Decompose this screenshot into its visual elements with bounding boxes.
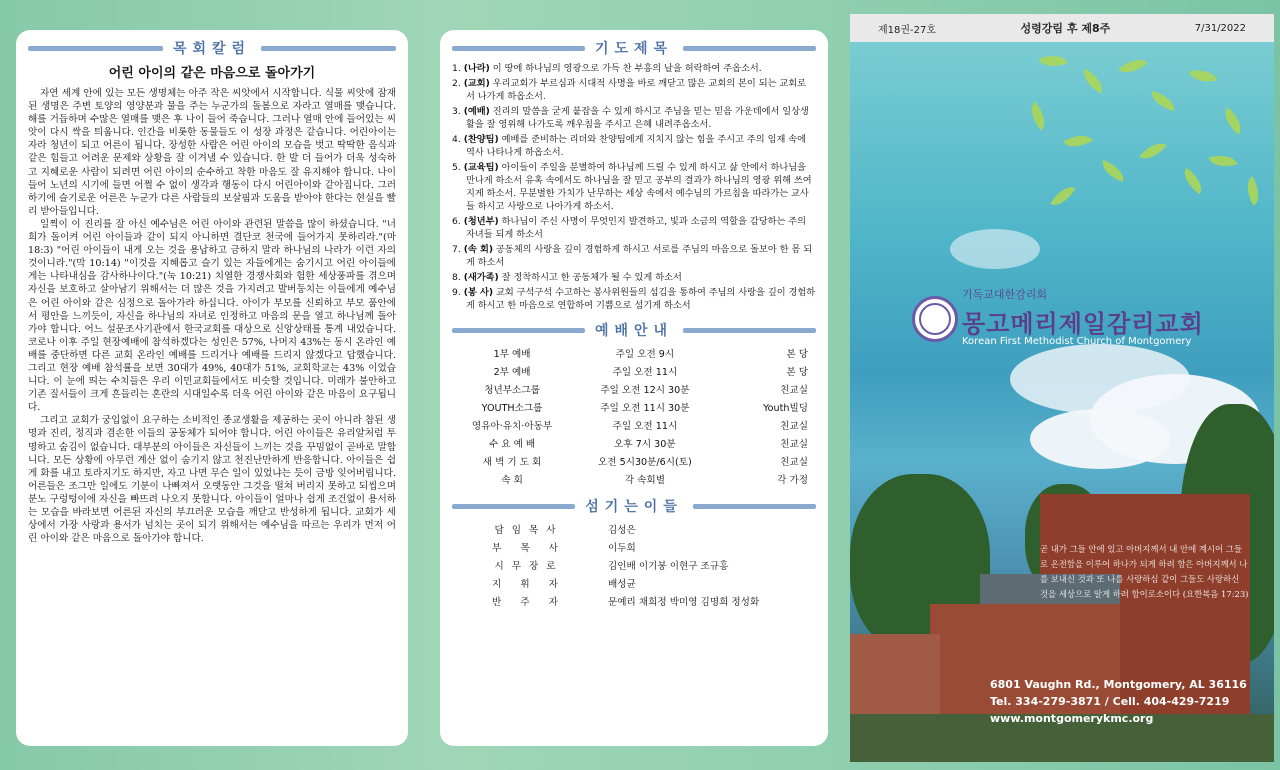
staff-header-label: 섬기는이들 <box>585 499 683 515</box>
church-name: 몽고메리제일감리교회 <box>962 310 1204 338</box>
column-paragraph: 일찍이 이 진리를 잘 아신 예수님은 어린 아이와 관련된 말씀을 많이 하셨습니다. "너희가 돌이켜 어린 아이들과 같이 되지 아니하면 결단코 천국에 들어가지 못하리라."(마 18:3) "어린 아이들이 내게 오는 것을 용납하고 금하지 말라 하나님의 나라가 이런 자의 것이니라."(막 10:14) "이것을 지혜롭고 슬기 있는 자들에게는 숨기시고 어린 아이들에게는 나타내심을 감사하나이다."(눅 10:21) 치열한 경쟁사회와 험한 세상풍파를 겪으며 자신을 보호하고 살아남기 위해서는 더 많은 것을 가지려고 발버둥치는 이들에게 예수님은 어린 아이와 같은 심정으로 돌아가라 하십니다. 아이가 부모를 신뢰하고 부모 품안에서 평안을 느끼듯이, 자신을 하나님의 자녀로 인정하고 마음의 문을 열고 하나님께 돌아가야 합니다. 어느 설문조사기관에서 한국교회를 대상으로 신앙상태를 통계 내었습니다. 코로나 이후 주일 현장예배에 참석하겠다는 성인은 57%, 나머지 43%는 동시 온라인 예배를 중단하면 다른 교회 온라인 예배를 드리거나 예배를 드리지 않겠다고 답했습니다. 그리고 현장 예배 참석률을 보면 30대가 49%, 40대가 51%, 교회학교는 43% 이었습니다. 이 눈에 띄는 수치들은 우리 이민교회들에서도 비슷할 것입니다. 미래가 불안하고 기존 질서들이 크게 흔들리는 혼란의 시대일수록 더욱 어린 아이와 같은 마음이 요구됩니다. <box>28 218 396 414</box>
worship-header <box>452 320 816 340</box>
cover-topbar <box>850 14 1274 42</box>
header-bar-right <box>261 46 396 51</box>
column-paragraph: 그리고 교회가 궁입없이 요구하는 소비적인 종교생활을 제공하는 곳이 아니라 참된 생명과 진리, 정직과 겸손한 이들의 공동체가 되어야 합니다. 어린 아이들은 유리알처럼 투명하고 숨김이 없습니다. 대부분의 아이들은 자신들이 느끼는 것을 꾸밈없이 곧바로 말합니다. 모든 상황에 아무런 계산 없이 숨기지 않고 천진난만하게 반응합니다. 아이들은 쉽게 화를 내고 토라지기도 하지만, 자고 나면 무슨 일이 있었냐는 듯이 금방 잊어버립니다. 어른들은 조그만 일에도 기분이 나빠져서 오랫동안 그것을 떨쳐 버리지 못하고 되씹으며 분노 구렁텅이에 자신을 빠뜨려 나오지 못합니다. 아이들이 얼마나 쉽게 조건없이 용서하는 모습을 바라보면 어른된 자신의 부끄러운 모습을 깨닫고 반성하게 됩니다. 교회가 세상에서 가장 사랑과 용서가 넘치는 곳이 되기 위해서는 예수님을 따르는 우리가 먼저 어린 아이와 같은 마음으로 돌아가야 합니다. <box>28 415 396 545</box>
prayer-item: 5. (교육팀) 아이들이 주일을 분별하여 하나님께 드릴 수 있게 하시고 삶 안에서 하나님을 만나게 하소서 유혹 속에서도 하나님을 잘 믿고 공부의 결과가 하나님의 영광 위해 쓰여지게 하소서. 무분별한 가치가 난무하는 세상 속에서 예수님의 가르침을 따라가는 교사들 하시고 사랑으로 나아가게 하소서. <box>452 162 812 212</box>
volume-label: 제18권-27호 <box>878 24 937 36</box>
table-row: 청년부소그룹 주일 오전 12시 30분 친교실 <box>484 385 808 396</box>
prayer-item: 9. (봉 사) 교회 구석구석 수고하는 봉사위원들의 섬김을 통하여 주님의 사랑을 깊이 경험하게 하시고 한 마음으로 연합하여 기쁨으로 섬기게 하소서 <box>452 287 816 311</box>
week-label: 성령강림 후 제8주 <box>1020 22 1111 35</box>
header-bar-left <box>452 46 585 51</box>
column-body <box>28 87 396 545</box>
table-row: 수 요 예 배 오후 7시 30분 친교실 <box>488 439 808 450</box>
table-row: 1부 예배 주일 오전 9시 본 당 <box>493 349 808 360</box>
column-header-label: 목회칼럼 <box>172 41 252 57</box>
table-row: 반 주 자 문예리 채희정 박미영 김명희 정성화 <box>492 597 760 608</box>
header-bar-right <box>683 328 816 333</box>
church-logo <box>912 296 958 342</box>
header-bar-left <box>452 504 575 509</box>
prayer-list <box>452 62 816 312</box>
prayer-item: 4. (찬양팀) 예배를 준비하는 리더와 찬양팀에게 지치지 않는 힘을 주시고 주의 임재 속에 역사 나타나게 하옵소서. <box>452 134 806 158</box>
staff-table <box>452 520 816 610</box>
column-title: 어린 아이의 같은 마음으로 돌아가기 <box>108 66 316 81</box>
worship-header-label: 예배안내 <box>594 323 674 339</box>
pastor-column-panel <box>16 30 408 746</box>
prayer-header <box>452 38 816 58</box>
staff-header <box>452 496 816 516</box>
prayer-item: 3. (예배) 진리의 말씀을 굳게 붙잡을 수 있게 하시고 주님을 믿는 믿음 가운데에서 일상생활을 잘 영위해 나가도록 깨우침을 주시고 은혜 내려주옵소서. <box>452 106 809 130</box>
denomination-label: 기독교대한감리회 <box>962 288 1048 301</box>
church-address: 6801 Vaughn Rd., Montgomery, AL 36116 <box>990 678 1247 691</box>
prayer-header-label: 기도제목 <box>594 41 674 57</box>
contact-info <box>990 676 1247 727</box>
table-row: 담임목사 김성은 <box>494 525 636 536</box>
prayer-item: 8. (새가족) 잘 정착하시고 한 공동체가 될 수 있게 하소서 <box>452 272 682 283</box>
church-phone: Tel. 334-279-3871 / Cell. 404-429-7219 <box>990 695 1230 708</box>
table-row: 시무장로 김인배 이기붕 이현구 조규홍 <box>494 561 729 572</box>
bulletin-cover <box>850 14 1274 762</box>
table-row: 부 목 사 이두희 <box>492 543 636 554</box>
header-bar-right <box>683 46 816 51</box>
table-row: 지 휘 자 배성균 <box>492 579 636 590</box>
table-row: 영유아·유치·아동부 주일 오전 11시 친교실 <box>471 421 808 432</box>
table-row: 2부 예배 주일 오전 11시 본 당 <box>493 367 808 378</box>
header-bar-right <box>693 504 816 509</box>
table-row: YOUTH소그룹 주일 오전 11시 30분 Youth빌딩 <box>481 403 808 414</box>
header-bar-left <box>28 46 163 51</box>
prayer-item: 2. (교회) 우리교회가 부르심과 시대적 사명을 바로 깨닫고 많은 교회의 본이 되는 교회로 서 나가게 하옵소서. <box>452 78 806 102</box>
prayer-item: 7. (속 회) 공동체의 사랑을 깊이 경험하게 하시고 서로를 주님의 마음으로 돌보아 한 몸 되게 하소서 <box>452 244 813 268</box>
worship-table <box>452 344 816 488</box>
cover-verse: 곧 내가 그들 안에 있고 아버지께서 내 안에 계시어 그들로 온전함을 이루어 하나가 되게 하려 함은 아버지께서 나를 보내신 것과 또 나를 사랑하심 같이 그들도 사랑하신 것을 세상으로 알게 하려 함이로소이다 (요한복음 17:23) <box>1040 544 1249 599</box>
date-label: 7/31/2022 <box>1194 22 1246 34</box>
table-row: 속 회 각 속회별 각 가정 <box>501 475 808 486</box>
header-bar-left <box>452 328 585 333</box>
column-paragraph: 자연 세계 안에 있는 모든 생명체는 아주 작은 씨앗에서 시작합니다. 식물 씨앗에 잠재된 생명은 주변 토양의 영양분과 물을 주는 누군가의 돌봄으로 자라고 열매를 맺습니다. 해를 거듭하며 수많은 열매를 맺은 후 나이 들어 죽습니다. 그러나 열매 안에 들어있는 씨앗이 다시 싹을 틔웁니다. 인간을 비롯한 동물들도 이 성장 과정은 같습니다. 어린아이는 자라 청년이 되고 어른이 됩니다. 장성한 사람은 어린 아이의 모습을 벗고 딱딱한 음식과 같은 힘들고 어려운 문제와 상황을 잘 이겨낼 수 있습니다. 한 발 더 들어가 더욱 성숙하고 지혜로운 사람이 되려면 어린 아이의 순수하고 착한 마음도 잘 유지해야 합니다. 나이 들어 노년의 시기에 들면 어쩔 수 없이 생각과 행동이 다시 어린아이와 같아집니다. 그러하기에 슬기로운 어른은 누군가 다른 사람들의 보살핌과 도움을 받아야 한다는 현실을 빨리 받아들입니다. <box>28 88 396 217</box>
column-header <box>28 38 396 58</box>
church-website[interactable]: www.montgomerykmc.org <box>990 712 1154 725</box>
info-panel <box>440 30 828 746</box>
prayer-item: 6. (청년부) 하나님이 주신 사명이 무엇인지 발견하고, 빛과 소금의 역할을 감당하는 주의 자녀들 되게 하소서 <box>452 216 806 240</box>
table-row: 새 벽 기 도 회 오전 5시30분/6시(토) 친교실 <box>482 457 808 468</box>
church-name-english: Korean First Methodist Church of Montgomery <box>962 336 1192 347</box>
prayer-item: 1. (나라) 이 땅에 하나님의 영광으로 가득 찬 부흥의 날을 허락하여 주옵소서. <box>452 63 762 74</box>
